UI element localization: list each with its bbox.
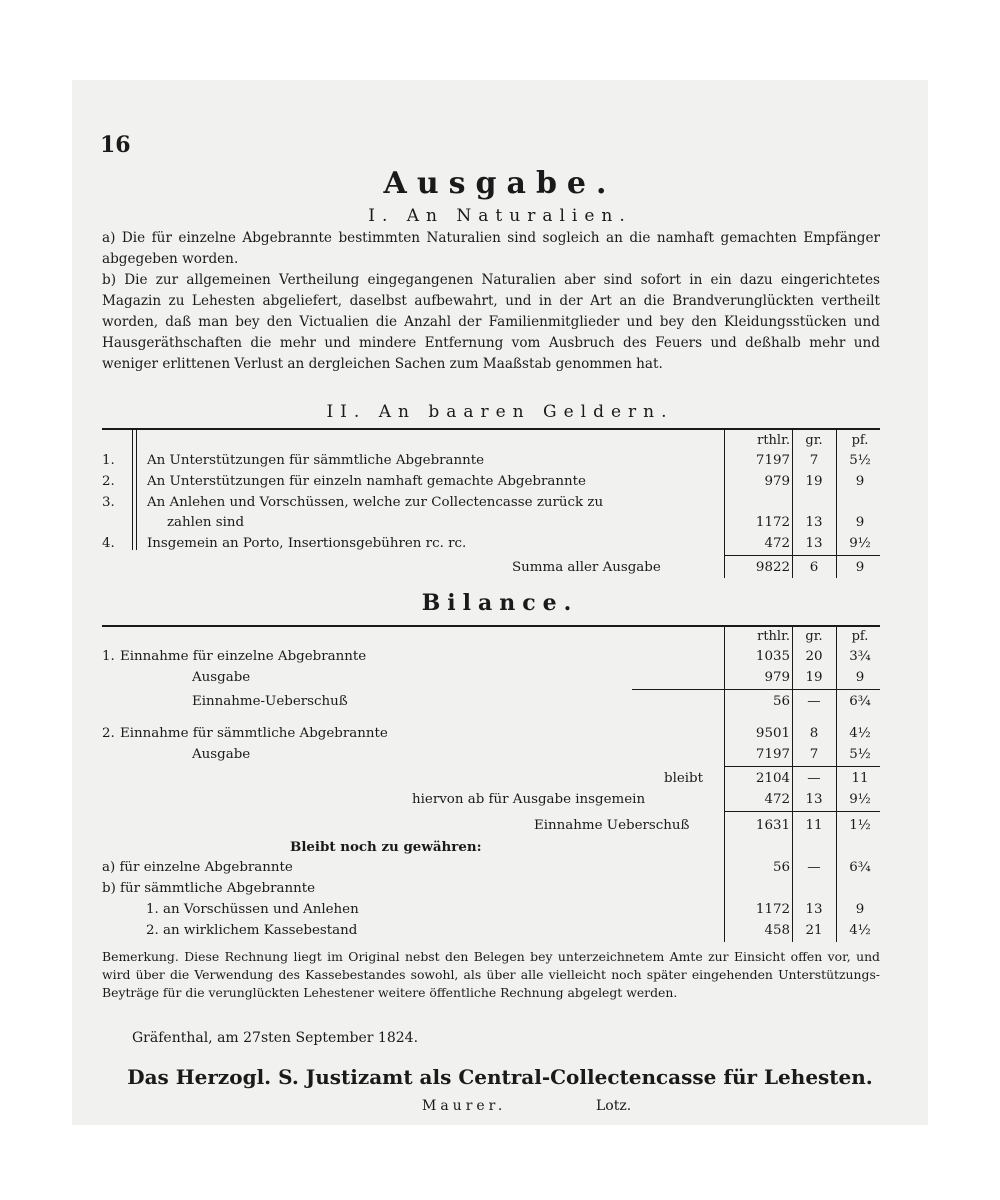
table-row [72,815,928,837]
row-rthlr: 1035 [755,649,790,664]
section1-para-a: a) Die für einzelne Abgebrannte bestimmten Naturalien sind sogleich an die namhaft gemachten Empfänger abgegeben worden. [102,230,880,267]
row-pf: 3¾ [849,649,871,664]
row-description: Einnahme für sämmtliche Abgebrannte [120,726,388,741]
row-number: 4. [102,536,115,551]
row-rthlr: 56 [772,860,790,875]
row-number: 1. [102,453,115,468]
row-description: An Unterstützungen für sämmtliche Abgebrannte [147,453,485,468]
row-pf: 9 [855,474,865,489]
row-pf: 9½ [849,792,871,807]
section1-para-b: b) Die zur allgemeinen Vertheilung eingegangenen Naturalien aber sind sofort in ein dazu eingerichtetes Magazin zu Lehesten abgeliefert, daselbst aufbewahrt, und in der Art an die Brandverunglückten vertheilt worden, daß man bey den Victualien die Anzahl der Familienmitglieder und bey den Kleidungsstücken und Hausgeräthschaften die mehr und mindere Entfernung vom Ausbruch des Feuers und deßhalb mehr und weniger erlittenen Verlust an dergleichen Sachen zum Maaßstab genommen hat. [102,272,880,372]
table-row [72,744,928,766]
row-gr: — [807,860,821,875]
table-row [72,533,928,555]
signer-name: Lotz. [596,1098,632,1114]
table-row [72,768,928,790]
row-pf: 6¾ [849,694,871,709]
row-rthlr: 979 [764,670,790,685]
row-gr: 13 [805,792,823,807]
sum-rule [724,555,880,556]
row-number: 3. [102,495,115,510]
table-row [72,667,928,689]
row-description: 2. an wirklichem Kassebestand [146,923,358,938]
remark-note: Bemerkung. Diese Rechnung liegt im Original nebst den Belegen bey unterzeichnetem Amte zur Einsicht offen vor, und wird über die Verwendung des Kassebestandes sowohl, als über alle vielleicht noch später eingehenden Unterstützungs-Beyträge für die verunglückten Lehestener weitere öffentliche Rechnung abgelegt werden. [102,949,880,1000]
subtotal-rule [724,811,880,812]
page-title: Ausgabe. [383,166,617,201]
still-heading-row [72,836,928,858]
row-gr: 7 [809,747,819,762]
row-rthlr: 9501 [755,726,790,741]
row-pf: 4½ [849,726,871,741]
row-pf: 9 [855,515,865,530]
section1-heading: I. An Naturalien. [368,206,632,226]
row-rthlr: 979 [764,474,790,489]
row-number: 1. [102,649,115,664]
row-rthlr: 2104 [755,771,790,786]
signer-name: Maurer. [422,1098,507,1114]
row-gr: 13 [805,515,823,530]
row-pf: 5½ [849,747,871,762]
col-gr: gr. [805,433,823,448]
row-pf: 9 [855,902,865,917]
sum-row [72,557,928,579]
row-pf: 11 [851,771,869,786]
row-description: b) für sämmtliche Abgebrannte [102,881,316,896]
subtotal-rule [724,766,880,767]
row-description: bleibt [664,771,704,786]
row-gr: — [807,771,821,786]
row-description: An Unterstützungen für einzeln namhaft gemachte Abgebrannte [147,474,586,489]
row-description: a) für einzelne Abgebrannte [102,860,293,875]
row-rthlr: 7197 [755,747,790,762]
sum-gr: 6 [809,560,819,575]
row-gr: 11 [805,818,823,833]
table2-header [72,626,928,648]
row-description: hiervon ab für Ausgabe insgemein [412,792,646,807]
section2-heading: II. An baaren Geldern. [326,402,674,422]
row-rthlr: 458 [764,923,790,938]
row-gr: 8 [809,726,819,741]
table-row [72,920,928,942]
table-row [72,646,928,668]
row-gr: 20 [805,649,823,664]
document-page [72,80,928,1125]
row-rthlr: 56 [772,694,790,709]
bilance-title: Bilance. [421,590,579,616]
col-pf: pf. [851,433,869,448]
row-rthlr: 472 [764,536,790,551]
row-description: Ausgabe [192,747,251,762]
row-pf: 9 [855,670,865,685]
row-description-cont: zahlen sind [167,515,245,530]
row-gr: — [807,694,821,709]
row-gr: 7 [809,453,819,468]
col-rthlr: rthlr. [757,629,790,644]
row-description: 1. an Vorschüssen und Anlehen [146,902,359,917]
row-gr: 13 [805,536,823,551]
row-gr: 19 [805,670,823,685]
place-date: Gräfenthal, am 27sten September 1824. [132,1030,419,1046]
table-row [72,450,928,472]
table-row [72,878,928,900]
col-pf: pf. [851,629,869,644]
row-number: 2. [102,726,115,741]
table-row [72,492,928,514]
row-gr: 19 [805,474,823,489]
row-description: Insgemein an Porto, Insertionsgebühren rc. rc. [147,536,467,551]
row-rthlr: 472 [764,792,790,807]
col-gr: gr. [805,629,823,644]
row-rthlr: 1631 [755,818,790,833]
row-pf: 9½ [849,536,871,551]
table-row [72,857,928,879]
row-description: Einnahme für einzelne Abgebrannte [120,649,367,664]
row-pf: 6¾ [849,860,871,875]
sum-rthlr: 9822 [755,560,790,575]
table-row [72,471,928,493]
page-number: 16 [100,132,131,158]
row-description: Einnahme Ueberschuß [534,818,690,833]
row-rthlr: 1172 [755,902,790,917]
table-row [72,691,928,713]
subtotal-rule [632,689,880,690]
table-row [72,723,928,745]
table-row [72,899,928,921]
sum-pf: 9 [855,560,865,575]
row-pf: 1½ [849,818,871,833]
row-pf: 5½ [849,453,871,468]
issuing-authority: Das Herzogl. S. Justizamt als Central-Collectencasse für Lehesten. [127,1065,873,1089]
row-number: 2. [102,474,115,489]
row-description: Einnahme-Ueberschuß [192,694,348,709]
row-description: Ausgabe [192,670,251,685]
still-heading: Bleibt noch zu gewähren: [290,839,482,855]
row-description: An Anlehen und Vorschüssen, welche zur Collectencasse zurück zu [147,495,604,510]
row-gr: 13 [805,902,823,917]
table1-header [72,430,928,452]
table-row [72,789,928,811]
row-gr: 21 [805,923,823,938]
col-rthlr: rthlr. [757,433,790,448]
sum-label: Summa aller Ausgabe [512,560,661,575]
row-pf: 4½ [849,923,871,938]
table-row [72,512,928,534]
row-rthlr: 7197 [755,453,790,468]
row-rthlr: 1172 [755,515,790,530]
